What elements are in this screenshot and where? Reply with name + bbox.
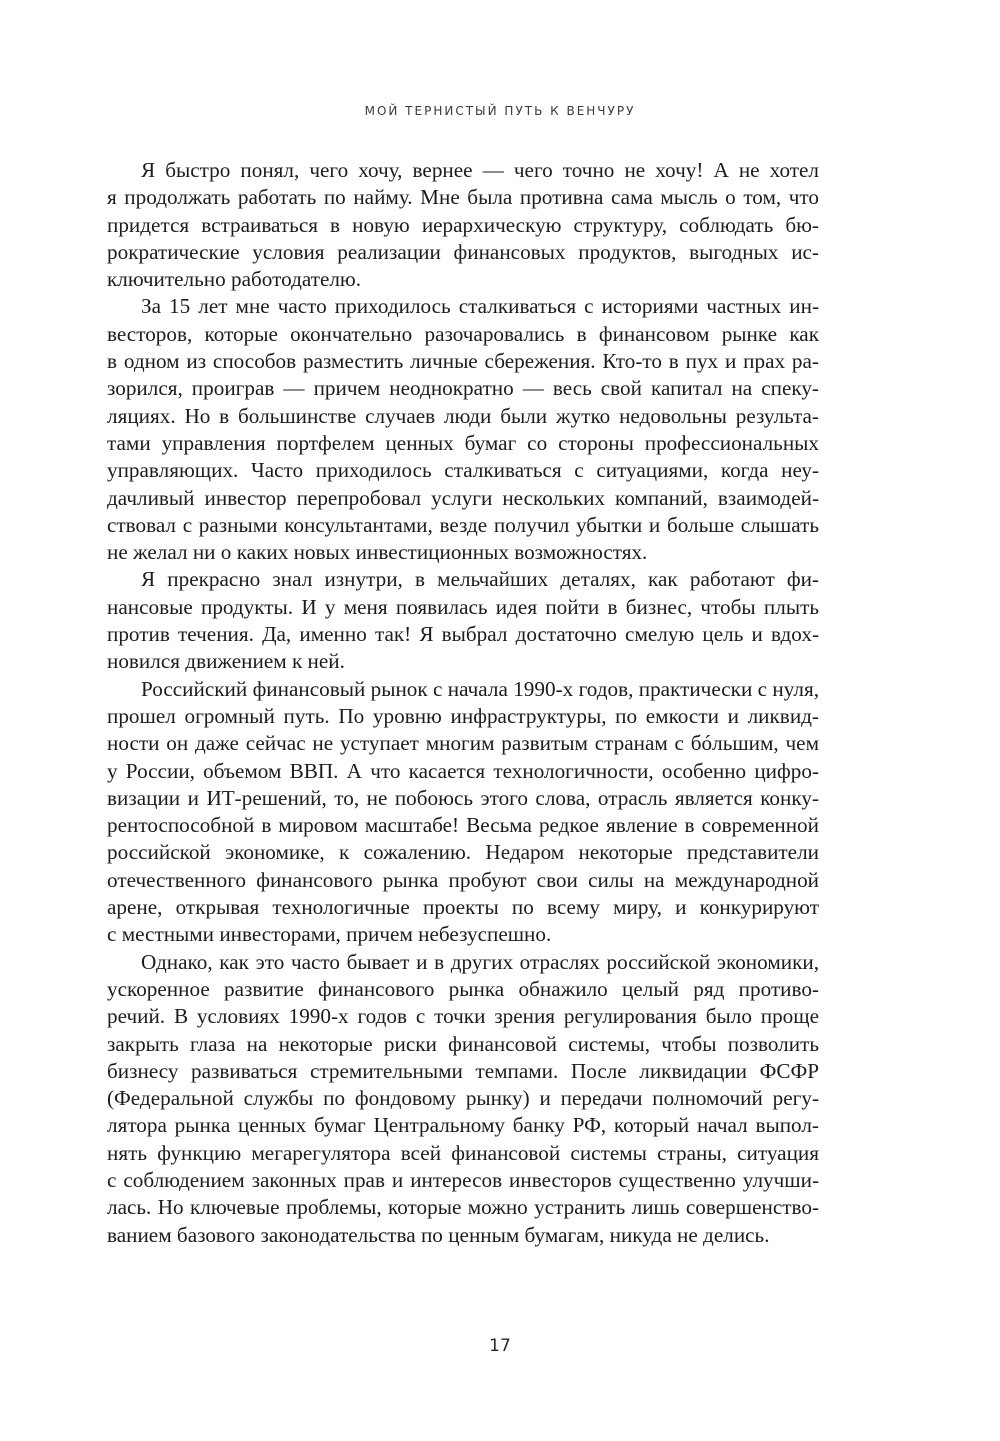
text-line: ности он даже сейчас не уступает многим развитым странам с бóльшим, чем bbox=[107, 731, 819, 756]
text-line: лятора рынка ценных бумаг Центральному банку РФ, который начал выпол- bbox=[107, 1113, 819, 1138]
text-line: рентоспособной в мировом масштабе! Весьма редкое явление в современной bbox=[107, 813, 819, 838]
paragraph-4 bbox=[107, 676, 819, 949]
text-line: (Федеральной службы по фондовому рынку) и передачи полномочий регу- bbox=[107, 1086, 819, 1111]
text-line: рократические условия реализации финансовых продуктов, выгодных ис- bbox=[107, 239, 819, 264]
text-line: прошел огромный путь. По уровню инфраструктуры, по емкости и ликвид- bbox=[107, 703, 819, 728]
paragraph-3 bbox=[107, 566, 819, 675]
text-line: арене, открывая технологичные проекты по всему миру, и конкурируют bbox=[107, 895, 819, 920]
text-line: бизнесу развиваться стремительными темпами. После ликвидации ФСФР bbox=[107, 1058, 819, 1083]
paragraph-2 bbox=[107, 293, 819, 566]
text-line: российской экономике, к сожалению. Недаром некоторые представители bbox=[107, 840, 819, 865]
text-line: закрыть глаза на некоторые риски финансовой системы, чтобы позволить bbox=[107, 1031, 819, 1056]
text-line: придется встраиваться в новую иерархическую структуру, соблюдать бю- bbox=[107, 212, 819, 237]
text-line: у России, объемом ВВП. А что касается технологичности, особенно цифро- bbox=[107, 758, 819, 783]
text-line: весторов, которые окончательно разочаровались в финансовом рынке как bbox=[107, 321, 819, 346]
text-line: ванием базового законодательства по ценным бумагам, никуда не делись. bbox=[107, 1222, 770, 1247]
running-head: МОЙ ТЕРНИСТЫЙ ПУТЬ К ВЕНЧУРУ bbox=[364, 104, 636, 118]
text-line: управляющих. Часто приходилось сталкиваться с ситуациями, когда неу- bbox=[107, 458, 819, 483]
paragraph-1 bbox=[107, 157, 819, 293]
text-line: Российский финансовый рынок с начала 1990-х годов, практически с нуля, bbox=[141, 676, 819, 701]
text-line: с соблюдением законных прав и интересов инвесторов существенно улучши- bbox=[107, 1167, 819, 1192]
text-line: ускоренное развитие финансового рынка обнажило целый ряд противо- bbox=[107, 976, 819, 1001]
text-line: с местными инвесторами, причем небезуспешно. bbox=[107, 922, 552, 947]
text-line: я продолжать работать по найму. Мне была противна сама мысль о том, что bbox=[107, 185, 819, 210]
text-line: Я быстро понял, чего хочу, вернее — чего точно не хочу! А не хотел bbox=[141, 158, 819, 182]
text-line: дачливый инвестор перепробовал услуги нескольких компаний, взаимодей- bbox=[107, 485, 819, 510]
text-line: отечественного финансового рынка пробуют свои силы на международной bbox=[107, 867, 819, 892]
text-line: визации и ИТ-решений, то, не побоюсь этого слова, отрасль является конку- bbox=[107, 785, 819, 810]
text-line: лась. Но ключевые проблемы, которые можно устранить лишь совершенство- bbox=[107, 1195, 819, 1220]
text-line: в одном из способов разместить личные сбережения. Кто-то в пух и прах ра- bbox=[107, 349, 819, 374]
text-line: нять функцию мегарегулятора всей финансовой системы страны, ситуация bbox=[107, 1140, 819, 1165]
text-line: речий. В условиях 1990-х годов с точки зрения регулирования было проще bbox=[107, 1004, 819, 1029]
text-line: Я прекрасно знал изнутри, в мельчайших деталях, как работают фи- bbox=[141, 567, 819, 592]
text-line: Однако, как это часто бывает и в других отраслях российской экономики, bbox=[141, 949, 819, 974]
text-line: не желал ни о каких новых инвестиционных возможностях. bbox=[107, 540, 648, 565]
page-number: 17 bbox=[489, 1336, 511, 1356]
text-line: За 15 лет мне часто приходилось сталкиваться с историями частных ин- bbox=[141, 294, 819, 319]
text-line: зорился, проиграв — причем неоднократно — весь свой капитал на спеку- bbox=[107, 376, 819, 401]
text-line: нансовые продукты. И у меня появилась идея пойти в бизнес, чтобы плыть bbox=[107, 594, 819, 619]
body-text bbox=[107, 157, 819, 1249]
text-line: против течения. Да, именно так! Я выбрал достаточно смелую цель и вдох- bbox=[107, 622, 819, 647]
paragraph-5 bbox=[107, 949, 819, 1249]
text-line: ляциях. Но в большинстве случаев люди были жутко недовольны результа- bbox=[107, 403, 819, 428]
text-line: новился движением к ней. bbox=[107, 649, 345, 674]
text-line: ключительно работодателю. bbox=[107, 267, 362, 292]
text-line: ствовал с разными консультантами, везде получил убытки и больше слышать bbox=[107, 512, 819, 537]
text-line: тами управления портфелем ценных бумаг со стороны профессиональных bbox=[107, 430, 819, 455]
